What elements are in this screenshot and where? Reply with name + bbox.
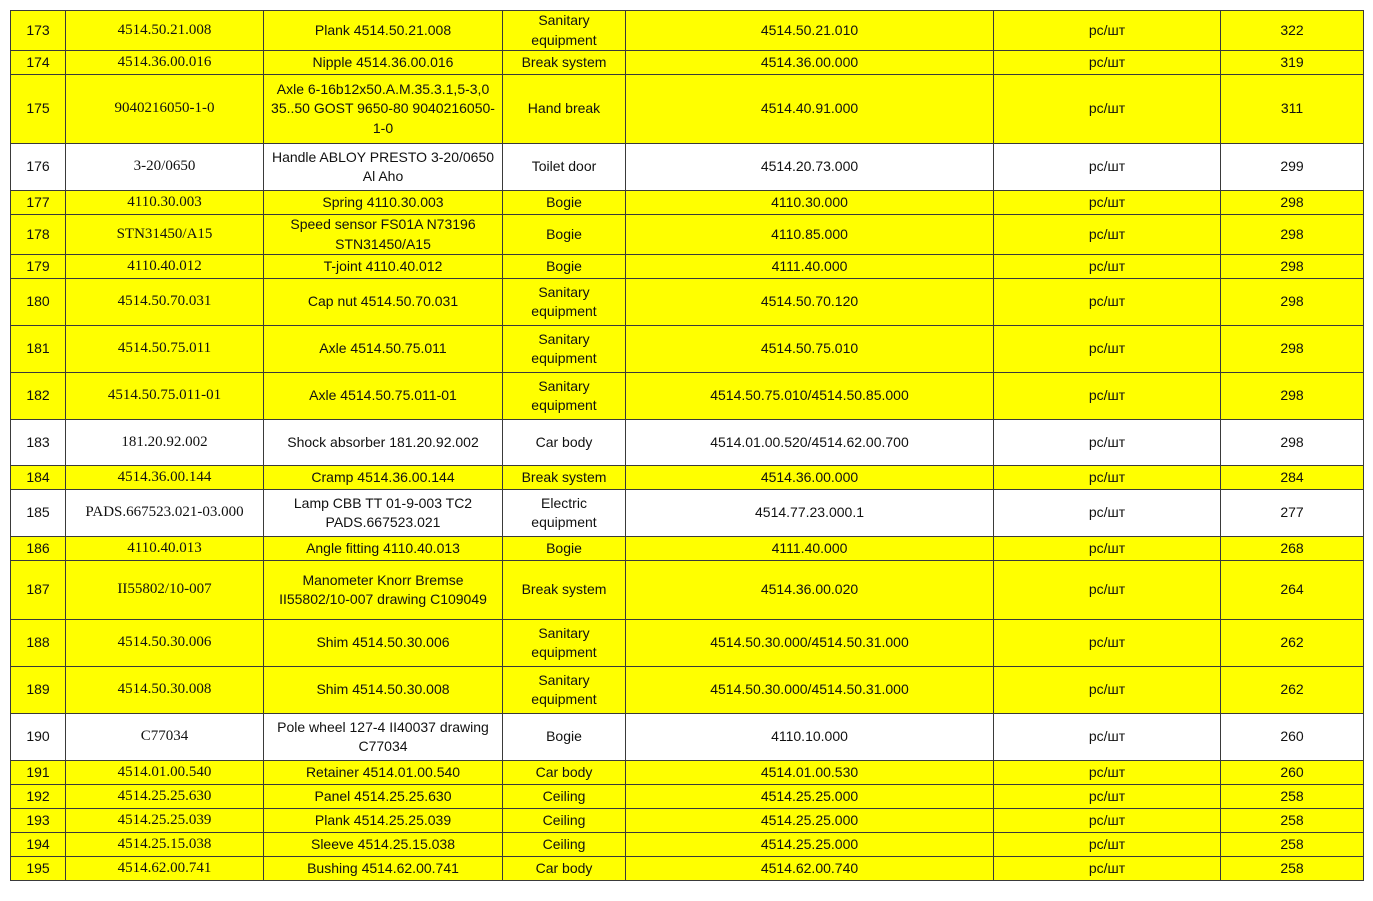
part-group-cell: Break system	[503, 466, 626, 490]
assembly-number-cell: 4514.01.00.530	[626, 761, 994, 785]
quantity-cell: 258	[1221, 833, 1364, 857]
quantity-cell: 268	[1221, 537, 1364, 561]
part-group-cell: Car body	[503, 857, 626, 881]
quantity-cell: 258	[1221, 857, 1364, 881]
unit-cell: pc/шт	[994, 373, 1221, 420]
part-name-cell: Axle 4514.50.75.011-01	[264, 373, 503, 420]
quantity-cell: 299	[1221, 144, 1364, 191]
part-code-cell: 4514.50.70.031	[66, 279, 264, 326]
part-name-cell: Bushing 4514.62.00.741	[264, 857, 503, 881]
part-group-cell: Sanitary equipment	[503, 279, 626, 326]
quantity-cell: 298	[1221, 279, 1364, 326]
quantity-cell: 262	[1221, 667, 1364, 714]
table-row	[11, 215, 1364, 255]
part-name-cell: Axle 6-16b12x50.A.M.35.3.1,5-3,0 35..50 GOST 9650-80 9040216050-1-0	[264, 75, 503, 144]
table-row	[11, 420, 1364, 466]
row-number-cell: 173	[11, 11, 66, 51]
row-number-cell: 189	[11, 667, 66, 714]
part-name-cell: Plank 4514.50.21.008	[264, 11, 503, 51]
assembly-number-cell: 4514.01.00.520/4514.62.00.700	[626, 420, 994, 466]
part-name-cell: Angle fitting 4110.40.013	[264, 537, 503, 561]
unit-cell: pc/шт	[994, 144, 1221, 191]
part-code-cell: 4514.36.00.016	[66, 51, 264, 75]
part-group-cell: Ceiling	[503, 785, 626, 809]
part-group-cell: Sanitary equipment	[503, 667, 626, 714]
part-name-cell: Shim 4514.50.30.008	[264, 667, 503, 714]
row-number-cell: 177	[11, 191, 66, 215]
row-number-cell: 176	[11, 144, 66, 191]
part-name-cell: Cramp 4514.36.00.144	[264, 466, 503, 490]
unit-cell: pc/шт	[994, 420, 1221, 466]
part-code-cell: STN31450/A15	[66, 215, 264, 255]
parts-table	[10, 10, 1364, 881]
table-row	[11, 857, 1364, 881]
assembly-number-cell: 4514.50.70.120	[626, 279, 994, 326]
part-group-cell: Sanitary equipment	[503, 620, 626, 667]
assembly-number-cell: 4514.25.25.000	[626, 833, 994, 857]
part-name-cell: Speed sensor FS01A N73196 STN31450/A15	[264, 215, 503, 255]
table-row	[11, 833, 1364, 857]
part-name-cell: Manometer Knorr Bremse II55802/10-007 drawing C109049	[264, 561, 503, 620]
part-code-cell: 4514.50.21.008	[66, 11, 264, 51]
part-name-cell: Axle 4514.50.75.011	[264, 326, 503, 373]
row-number-cell: 182	[11, 373, 66, 420]
part-code-cell: PADS.667523.021-03.000	[66, 490, 264, 537]
unit-cell: pc/шт	[994, 466, 1221, 490]
part-code-cell: II55802/10-007	[66, 561, 264, 620]
part-group-cell: Sanitary equipment	[503, 326, 626, 373]
part-group-cell: Car body	[503, 761, 626, 785]
table-row	[11, 785, 1364, 809]
row-number-cell: 185	[11, 490, 66, 537]
unit-cell: pc/шт	[994, 490, 1221, 537]
quantity-cell: 298	[1221, 326, 1364, 373]
assembly-number-cell: 4110.30.000	[626, 191, 994, 215]
table-row	[11, 279, 1364, 326]
part-name-cell: Panel 4514.25.25.630	[264, 785, 503, 809]
quantity-cell: 298	[1221, 215, 1364, 255]
table-row	[11, 809, 1364, 833]
table-row	[11, 537, 1364, 561]
assembly-number-cell: 4514.50.21.010	[626, 11, 994, 51]
table-row	[11, 373, 1364, 420]
part-code-cell: 4514.25.25.039	[66, 809, 264, 833]
table-row	[11, 191, 1364, 215]
part-group-cell: Ceiling	[503, 809, 626, 833]
quantity-cell: 319	[1221, 51, 1364, 75]
row-number-cell: 194	[11, 833, 66, 857]
row-number-cell: 178	[11, 215, 66, 255]
unit-cell: pc/шт	[994, 537, 1221, 561]
table-row	[11, 144, 1364, 191]
row-number-cell: 192	[11, 785, 66, 809]
assembly-number-cell: 4111.40.000	[626, 537, 994, 561]
quantity-cell: 260	[1221, 714, 1364, 761]
row-number-cell: 188	[11, 620, 66, 667]
part-group-cell: Sanitary equipment	[503, 11, 626, 51]
row-number-cell: 187	[11, 561, 66, 620]
table-row	[11, 714, 1364, 761]
part-name-cell: Spring 4110.30.003	[264, 191, 503, 215]
unit-cell: pc/шт	[994, 255, 1221, 279]
unit-cell: pc/шт	[994, 833, 1221, 857]
table-row	[11, 326, 1364, 373]
part-group-cell: Sanitary equipment	[503, 373, 626, 420]
table-row	[11, 11, 1364, 51]
assembly-number-cell: 4514.20.73.000	[626, 144, 994, 191]
assembly-number-cell: 4514.25.25.000	[626, 809, 994, 833]
part-name-cell: Sleeve 4514.25.15.038	[264, 833, 503, 857]
row-number-cell: 183	[11, 420, 66, 466]
assembly-number-cell: 4514.25.25.000	[626, 785, 994, 809]
unit-cell: pc/шт	[994, 191, 1221, 215]
part-code-cell: 4514.50.30.006	[66, 620, 264, 667]
quantity-cell: 298	[1221, 191, 1364, 215]
row-number-cell: 181	[11, 326, 66, 373]
parts-table-body	[11, 11, 1364, 881]
row-number-cell: 175	[11, 75, 66, 144]
unit-cell: pc/шт	[994, 857, 1221, 881]
part-code-cell: 4514.25.15.038	[66, 833, 264, 857]
table-row	[11, 620, 1364, 667]
table-row	[11, 667, 1364, 714]
part-group-cell: Break system	[503, 51, 626, 75]
row-number-cell: 193	[11, 809, 66, 833]
row-number-cell: 191	[11, 761, 66, 785]
part-group-cell: Toilet door	[503, 144, 626, 191]
table-row	[11, 255, 1364, 279]
part-name-cell: Shock absorber 181.20.92.002	[264, 420, 503, 466]
part-name-cell: Shim 4514.50.30.006	[264, 620, 503, 667]
part-group-cell: Bogie	[503, 191, 626, 215]
assembly-number-cell: 4514.36.00.020	[626, 561, 994, 620]
assembly-number-cell: 4514.62.00.740	[626, 857, 994, 881]
quantity-cell: 322	[1221, 11, 1364, 51]
part-code-cell: 4110.30.003	[66, 191, 264, 215]
unit-cell: pc/шт	[994, 11, 1221, 51]
part-code-cell: 4110.40.013	[66, 537, 264, 561]
part-group-cell: Bogie	[503, 537, 626, 561]
part-code-cell: 4514.36.00.144	[66, 466, 264, 490]
row-number-cell: 186	[11, 537, 66, 561]
unit-cell: pc/шт	[994, 326, 1221, 373]
part-code-cell: C77034	[66, 714, 264, 761]
quantity-cell: 277	[1221, 490, 1364, 537]
unit-cell: pc/шт	[994, 809, 1221, 833]
unit-cell: pc/шт	[994, 761, 1221, 785]
assembly-number-cell: 4514.40.91.000	[626, 75, 994, 144]
part-group-cell: Hand break	[503, 75, 626, 144]
quantity-cell: 260	[1221, 761, 1364, 785]
assembly-number-cell: 4514.50.30.000/4514.50.31.000	[626, 620, 994, 667]
row-number-cell: 174	[11, 51, 66, 75]
quantity-cell: 298	[1221, 373, 1364, 420]
unit-cell: pc/шт	[994, 667, 1221, 714]
quantity-cell: 264	[1221, 561, 1364, 620]
part-code-cell: 4514.50.75.011	[66, 326, 264, 373]
part-group-cell: Electric equipment	[503, 490, 626, 537]
quantity-cell: 258	[1221, 785, 1364, 809]
part-name-cell: T-joint 4110.40.012	[264, 255, 503, 279]
quantity-cell: 298	[1221, 255, 1364, 279]
part-group-cell: Bogie	[503, 255, 626, 279]
unit-cell: pc/шт	[994, 714, 1221, 761]
part-group-cell: Car body	[503, 420, 626, 466]
assembly-number-cell: 4110.10.000	[626, 714, 994, 761]
part-name-cell: Handle ABLOY PRESTO 3-20/0650 Al Aho	[264, 144, 503, 191]
unit-cell: pc/шт	[994, 279, 1221, 326]
unit-cell: pc/шт	[994, 785, 1221, 809]
assembly-number-cell: 4514.36.00.000	[626, 51, 994, 75]
part-name-cell: Retainer 4514.01.00.540	[264, 761, 503, 785]
row-number-cell: 195	[11, 857, 66, 881]
assembly-number-cell: 4111.40.000	[626, 255, 994, 279]
part-code-cell: 4110.40.012	[66, 255, 264, 279]
part-group-cell: Break system	[503, 561, 626, 620]
part-group-cell: Ceiling	[503, 833, 626, 857]
table-row	[11, 51, 1364, 75]
part-code-cell: 181.20.92.002	[66, 420, 264, 466]
unit-cell: pc/шт	[994, 561, 1221, 620]
part-code-cell: 9040216050-1-0	[66, 75, 264, 144]
part-group-cell: Bogie	[503, 714, 626, 761]
part-name-cell: Plank 4514.25.25.039	[264, 809, 503, 833]
unit-cell: pc/шт	[994, 75, 1221, 144]
quantity-cell: 258	[1221, 809, 1364, 833]
part-code-cell: 4514.01.00.540	[66, 761, 264, 785]
table-row	[11, 490, 1364, 537]
row-number-cell: 190	[11, 714, 66, 761]
part-group-cell: Bogie	[503, 215, 626, 255]
table-row	[11, 561, 1364, 620]
part-name-cell: Nipple 4514.36.00.016	[264, 51, 503, 75]
table-row	[11, 75, 1364, 144]
part-code-cell: 4514.62.00.741	[66, 857, 264, 881]
assembly-number-cell: 4514.50.30.000/4514.50.31.000	[626, 667, 994, 714]
row-number-cell: 179	[11, 255, 66, 279]
row-number-cell: 184	[11, 466, 66, 490]
part-code-cell: 4514.50.30.008	[66, 667, 264, 714]
part-code-cell: 4514.50.75.011-01	[66, 373, 264, 420]
assembly-number-cell: 4514.77.23.000.1	[626, 490, 994, 537]
part-code-cell: 4514.25.25.630	[66, 785, 264, 809]
assembly-number-cell: 4110.85.000	[626, 215, 994, 255]
unit-cell: pc/шт	[994, 215, 1221, 255]
quantity-cell: 262	[1221, 620, 1364, 667]
row-number-cell: 180	[11, 279, 66, 326]
part-name-cell: Pole wheel 127-4 II40037 drawing C77034	[264, 714, 503, 761]
unit-cell: pc/шт	[994, 51, 1221, 75]
part-name-cell: Lamp CBB TT 01-9-003 TC2 PADS.667523.021	[264, 490, 503, 537]
assembly-number-cell: 4514.50.75.010/4514.50.85.000	[626, 373, 994, 420]
quantity-cell: 311	[1221, 75, 1364, 144]
table-row	[11, 761, 1364, 785]
assembly-number-cell: 4514.50.75.010	[626, 326, 994, 373]
part-name-cell: Cap nut 4514.50.70.031	[264, 279, 503, 326]
table-row	[11, 466, 1364, 490]
unit-cell: pc/шт	[994, 620, 1221, 667]
quantity-cell: 298	[1221, 420, 1364, 466]
quantity-cell: 284	[1221, 466, 1364, 490]
assembly-number-cell: 4514.36.00.000	[626, 466, 994, 490]
part-code-cell: 3-20/0650	[66, 144, 264, 191]
